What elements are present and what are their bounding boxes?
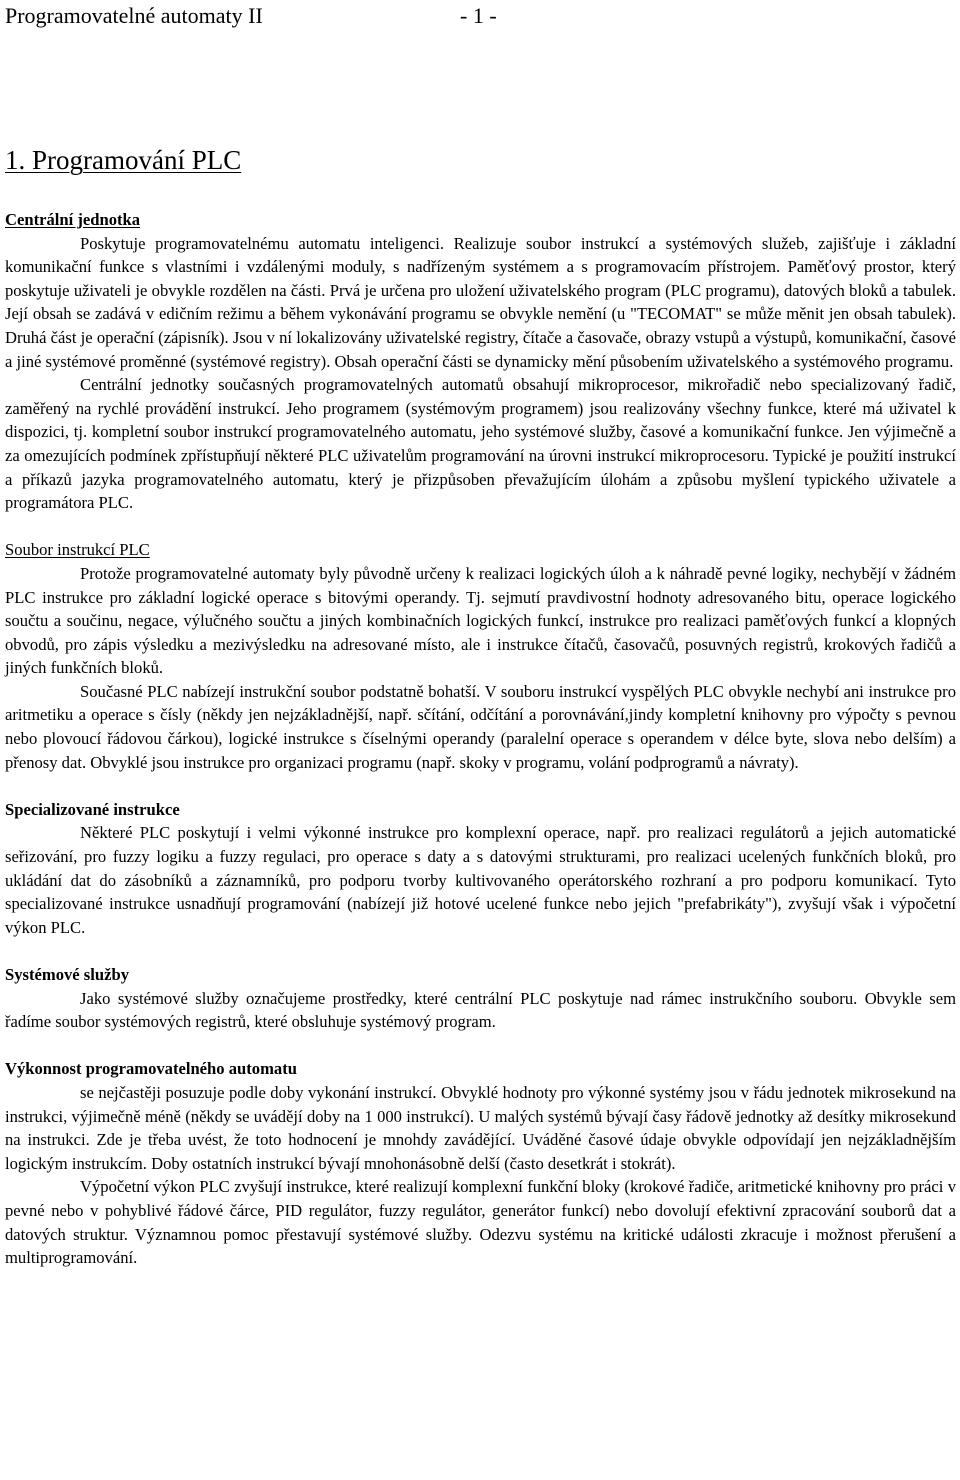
chapter-title: 1. Programování PLC bbox=[5, 145, 242, 175]
section-centralni-jednotka bbox=[5, 208, 956, 515]
paragraph: Protože programovatelné automaty byly původně určeny k realizaci logických úloh a k náhradě pevné logiky, nechybějí v žádném PLC instrukce pro základní logické operace s bitovými operandy. Tj. sejmutí pravdivostní hodnoty adresovaného bitu, operace logického součtu a součinu, negace, výlučného součtu a jiných kombinačních logických funkcí, instrukce pro realizaci paměťových funkcí a klopných obvodů, pro zápis výsledku a mezivýsledku na adresované místo, ale i instrukce čítačů, časovačů, posuvných registrů, krokových řadičů a jiných funkčních bloků. bbox=[5, 563, 956, 678]
paragraph: Jako systémové služby označujeme prostředky, které centrální PLC poskytuje nad rámec instrukčního souboru. Obvykle sem řadíme soubor systémových registrů, které obsluhuje systémový program. bbox=[5, 988, 956, 1032]
section-systemove-sluzby bbox=[5, 963, 956, 1034]
running-header bbox=[5, 2, 497, 30]
document-body bbox=[5, 208, 956, 1270]
running-header-title: Programovatelné automaty II bbox=[5, 3, 263, 28]
paragraph: se nejčastěji posuzuje podle doby vykonání instrukcí. Obvyklé hodnoty pro výkonné systémy jsou v řádu jednotek mikrosekund na instrukci, výjimečně méně (někdy se uvádějí doby na 1 000 instrukcí). U malých systémů bývají časy řádově jednotky až desítky mikrosekund na instrukci. Zde je třeba uvést, že toto hodnocení je mnohdy zavádějící. Uváděné časové údaje obvykle odpovídají jen nejzákladnějším logickým instrukcím. Doby ostatních instrukcí bývají mnohonásobně delší (často desetkrát i stokrát). bbox=[5, 1082, 956, 1173]
section-title: Soubor instrukcí PLC bbox=[5, 540, 150, 560]
section-specializovane-instrukce bbox=[5, 798, 956, 940]
section-title: Systémové služby bbox=[5, 965, 129, 984]
section-title: Výkonnost programovatelného automatu bbox=[5, 1059, 297, 1079]
paragraph: Současné PLC nabízejí instrukční soubor podstatně bohatší. V souboru instrukcí vyspělých PLC obvykle nechybí ani instrukce pro aritmetiku a operace s čísly (někdy jen nejzákladnější, např. sčítání, odčítání a porovnávání,jindy kompletní knihovny pro výpočty s pevnou nebo plovoucí řádovou čárkou), logické instrukce s číselnými operandy (paralelní operace s operandem v délce byte, slova nebo delším) a přenosy dat. Obvyklé jsou instrukce pro organizaci programu (např. skoky v programu, volání podprogramů a návraty). bbox=[5, 681, 956, 772]
section-title: Centrální jednotka bbox=[5, 210, 141, 229]
section-soubor-instrukci bbox=[5, 538, 956, 774]
paragraph: Výpočetní výkon PLC zvyšují instrukce, které realizují komplexní funkční bloky (krokové řadiče, aritmetické knihovny pro práci v pevné nebo v pohyblivé řádové čárce, PID regulátor, fuzzy regulátor, generátor funkcí) nebo dovolují efektivní zpracování souborů dat a datových struktur. Významnou pomoc přestavují systémové služby. Odezvu systému na kritické události zkracuje i možnost přerušení a multiprogramování. bbox=[5, 1177, 956, 1268]
section-title: Specializované instrukce bbox=[5, 799, 180, 819]
paragraph: Některé PLC poskytují i velmi výkonné instrukce pro komplexní operace, např. pro realizaci regulátorů a jejich automatické seřizování, pro fuzzy logiku a fuzzy regulaci, pro operace s daty a s datovými strukturami, pro realizaci ucelených funkčních bloků, pro ukládání dat do zásobníků a záznamníků, pro podporu tvorby kultivovaného operátorského rozhraní a pro podporu komunikací. Tyto specializované instrukce usnadňují programování (nabízejí již hotové ucelené funkce nebo jejich "prefabrikáty"), zvyšují však i výpočetní výkon PLC. bbox=[5, 823, 956, 937]
page-number: - 1 - bbox=[460, 3, 497, 28]
paragraph: Centrální jednotky současných programovatelných automatů obsahují mikroprocesor, mikrořadič nebo specializovaný řadič, zaměřený na rychlé provádění instrukcí. Jeho programem (systémovým programem) jsou realizovány všechny funkce, které má uživatel k dispozici, tj. kompletní soubor instrukcí programovatelného automatu, jeho systémové služby, časové a komunikační funkce. Jen výjimečně a za omezujících podmínek zpřístupňují některé PLC uživatelům programování na úrovni instrukcí mikroprocesoru. Typické je použití instrukcí a příkazů jazyka programovatelného automatu, který je přizpůsoben převažujícím úlohám a způsobu myšlení typického uživatele a programátora PLC. bbox=[5, 375, 956, 513]
section-vykonnost bbox=[5, 1057, 956, 1269]
paragraph: Poskytuje programovatelnému automatu inteligenci. Realizuje soubor instrukcí a systémových služeb, zajišťuje i základní komunikační funkce s vlastními i vzdálenými moduly, s nadřízeným systémem a s programovacím přístrojem. Paměťový prostor, který poskytuje uživateli je obvykle rozdělen na části. Prvá je určena pro uložení uživatelského program (PLC programu), datových bloků a tabulek. Její obsah se zadává v edičním režimu a během vykonávání programu se obvykle nemění (u "TECOMAT" se může měnit jen obsah tabulek). Druhá část je operační (zápisník). Jsou v ní lokalizovány uživatelské registry, čítače a časovače, obrazy vstupů a výstupů, komunikační, časové a jiné systémové proměnné (systémové registry). Obsah operační části se dynamicky mění působením uživatelského a systémového programu. bbox=[5, 233, 956, 371]
